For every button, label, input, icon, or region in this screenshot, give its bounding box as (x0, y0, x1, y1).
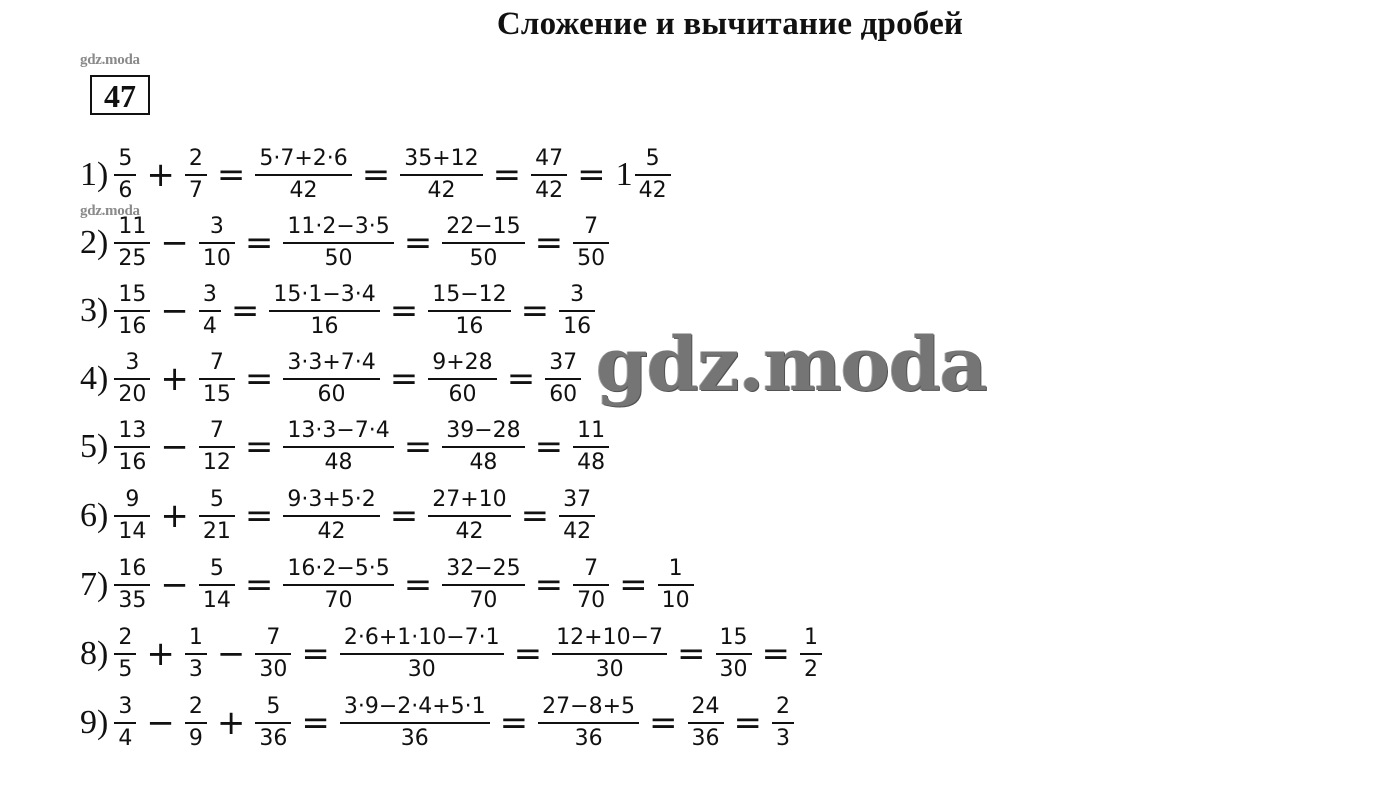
fraction (428, 352, 496, 406)
denominator: 16 (559, 310, 595, 338)
fraction (283, 489, 379, 543)
denominator: 48 (573, 446, 609, 474)
operator: = (244, 427, 274, 467)
operator: = (244, 359, 274, 399)
numerator: 3 (570, 282, 585, 307)
denominator: 48 (442, 446, 524, 474)
denominator: 30 (255, 653, 291, 681)
operator: − (160, 223, 189, 263)
numerator: 9 (125, 487, 140, 512)
denominator: 42 (428, 515, 510, 543)
fraction (114, 627, 136, 681)
operator: − (216, 634, 246, 674)
equation-row (80, 619, 822, 689)
denominator: 14 (114, 515, 150, 543)
equation-label: 2) (80, 224, 109, 261)
operator: = (403, 427, 433, 467)
numerator: 15·1−3·4 (273, 282, 376, 307)
denominator: 10 (658, 584, 694, 612)
fraction (283, 558, 393, 612)
numerator: 15−12 (432, 282, 507, 307)
operator: = (649, 703, 678, 743)
numerator: 5 (645, 146, 660, 171)
operator: = (761, 634, 791, 674)
fraction (114, 352, 150, 406)
fraction (442, 216, 524, 270)
fraction (545, 352, 581, 406)
operator: = (534, 565, 564, 605)
numerator: 1 (188, 625, 203, 650)
numerator: 11·2−3·5 (287, 214, 390, 239)
fraction (400, 148, 482, 202)
numerator: 11 (577, 418, 606, 443)
operator: = (389, 291, 419, 331)
denominator: 14 (199, 584, 235, 612)
numerator: 3 (125, 350, 140, 375)
numerator: 9+28 (432, 350, 493, 375)
operator: = (301, 634, 330, 674)
fraction (688, 696, 724, 750)
numerator: 3 (118, 694, 133, 719)
fraction (255, 627, 291, 681)
operator: = (513, 634, 543, 674)
numerator: 5 (266, 694, 281, 719)
numerator: 22−15 (446, 214, 521, 239)
equation-row (80, 140, 671, 210)
whole-part: 1 (615, 156, 633, 193)
equation-row (80, 276, 595, 346)
equation-label: 8) (80, 635, 109, 672)
fraction (199, 352, 235, 406)
denominator: 5 (114, 653, 136, 681)
numerator: 1 (804, 625, 819, 650)
operator: = (230, 291, 260, 331)
operator: = (506, 359, 536, 399)
equation-row (80, 688, 794, 758)
fraction (255, 148, 351, 202)
fraction (114, 216, 150, 270)
operator: = (534, 223, 564, 263)
fraction (428, 489, 510, 543)
denominator: 70 (283, 584, 393, 612)
operator: − (160, 427, 189, 467)
denominator: 12 (199, 446, 235, 474)
equation-label: 1) (80, 156, 109, 193)
fraction (114, 148, 136, 202)
fraction (573, 558, 609, 612)
equation-label: 6) (80, 497, 109, 534)
operator: = (577, 155, 606, 195)
denominator: 42 (635, 174, 671, 202)
equation-row (80, 208, 609, 278)
equation-label: 5) (80, 428, 109, 465)
numerator: 3·9−2·4+5·1 (343, 694, 486, 719)
denominator: 50 (283, 242, 393, 270)
equation-label: 9) (80, 704, 109, 741)
operator: = (301, 703, 330, 743)
fraction (185, 148, 207, 202)
denominator: 4 (114, 722, 136, 750)
numerator: 7 (209, 350, 224, 375)
numerator: 32−25 (446, 556, 521, 581)
operator: = (244, 223, 274, 263)
denominator: 60 (283, 378, 379, 406)
fraction (716, 627, 752, 681)
fraction (772, 696, 794, 750)
watermark-small: gdz.moda (80, 52, 140, 68)
fraction (573, 420, 609, 474)
denominator: 50 (442, 242, 524, 270)
fraction (428, 284, 510, 338)
operator: = (389, 359, 419, 399)
numerator: 9·3+5·2 (287, 487, 376, 512)
operator: = (389, 496, 419, 536)
numerator: 2 (776, 694, 791, 719)
denominator: 36 (340, 722, 490, 750)
numerator: 2·6+1·10−7·1 (343, 625, 500, 650)
equation-label: 4) (80, 360, 109, 397)
denominator: 42 (283, 515, 379, 543)
task-number: 47 (90, 75, 150, 115)
operator: = (534, 427, 564, 467)
fraction (114, 696, 136, 750)
page-title: Сложение и вычитание дробей (496, 6, 964, 42)
denominator: 30 (716, 653, 752, 681)
denominator: 3 (185, 653, 207, 681)
fraction (199, 284, 221, 338)
denominator: 30 (340, 653, 504, 681)
denominator: 70 (573, 584, 609, 612)
fraction (283, 216, 393, 270)
denominator: 16 (428, 310, 510, 338)
denominator: 7 (185, 174, 207, 202)
fraction (658, 558, 694, 612)
denominator: 36 (255, 722, 291, 750)
denominator: 3 (772, 722, 794, 750)
denominator: 16 (114, 310, 150, 338)
operator: = (361, 155, 391, 195)
fraction (559, 284, 595, 338)
denominator: 60 (545, 378, 581, 406)
watermark-large: gdz.moda (596, 322, 987, 408)
fraction (800, 627, 822, 681)
denominator: 30 (552, 653, 667, 681)
numerator: 35+12 (404, 146, 479, 171)
numerator: 7 (266, 625, 281, 650)
fraction (199, 420, 235, 474)
denominator: 4 (199, 310, 221, 338)
numerator: 16 (118, 556, 147, 581)
denominator: 16 (269, 310, 379, 338)
fraction (442, 420, 524, 474)
denominator: 70 (442, 584, 524, 612)
denominator: 42 (559, 515, 595, 543)
numerator: 13 (118, 418, 147, 443)
fraction (114, 420, 150, 474)
operator: = (499, 703, 529, 743)
numerator: 5 (118, 146, 133, 171)
fraction (269, 284, 379, 338)
operator: = (403, 565, 433, 605)
denominator: 42 (255, 174, 351, 202)
fraction (199, 489, 235, 543)
operator: = (244, 565, 274, 605)
fraction (199, 216, 235, 270)
equation-row (80, 481, 595, 551)
fraction (635, 148, 671, 202)
numerator: 7 (584, 556, 599, 581)
operator: = (520, 291, 550, 331)
numerator: 15 (118, 282, 147, 307)
operator: − (146, 703, 175, 743)
numerator: 3 (202, 282, 217, 307)
denominator: 60 (428, 378, 496, 406)
operator: + (160, 359, 189, 399)
denominator: 2 (800, 653, 822, 681)
fraction (340, 696, 490, 750)
denominator: 6 (114, 174, 136, 202)
numerator: 27+10 (432, 487, 507, 512)
fraction (559, 489, 595, 543)
denominator: 10 (199, 242, 235, 270)
operator: = (244, 496, 274, 536)
numerator: 15 (719, 625, 748, 650)
operator: + (146, 155, 175, 195)
fraction (538, 696, 639, 750)
fraction (283, 420, 393, 474)
fraction (283, 352, 379, 406)
numerator: 11 (118, 214, 147, 239)
equation-row (80, 412, 609, 482)
fraction (255, 696, 291, 750)
operator: − (160, 565, 189, 605)
numerator: 2 (188, 694, 203, 719)
numerator: 3 (209, 214, 224, 239)
denominator: 20 (114, 378, 150, 406)
watermark-small-2: gdz.moda (80, 203, 140, 219)
operator: = (216, 155, 246, 195)
denominator: 35 (114, 584, 150, 612)
denominator: 36 (538, 722, 639, 750)
fraction (185, 627, 207, 681)
equation-label: 3) (80, 292, 109, 329)
numerator: 5 (209, 556, 224, 581)
operator: = (403, 223, 433, 263)
numerator: 5 (209, 487, 224, 512)
denominator: 50 (573, 242, 609, 270)
fraction (552, 627, 667, 681)
denominator: 36 (688, 722, 724, 750)
numerator: 37 (549, 350, 578, 375)
fraction (199, 558, 235, 612)
denominator: 25 (114, 242, 150, 270)
equation-row (80, 344, 581, 414)
numerator: 1 (668, 556, 683, 581)
numerator: 2 (118, 625, 133, 650)
equation-label: 7) (80, 566, 109, 603)
fraction (573, 216, 609, 270)
denominator: 42 (400, 174, 482, 202)
numerator: 47 (535, 146, 564, 171)
numerator: 12+10−7 (556, 625, 664, 650)
denominator: 42 (531, 174, 567, 202)
denominator: 9 (185, 722, 207, 750)
operator: = (520, 496, 550, 536)
numerator: 37 (563, 487, 592, 512)
operator: + (146, 634, 175, 674)
numerator: 2 (188, 146, 203, 171)
operator: = (733, 703, 763, 743)
numerator: 16·2−5·5 (287, 556, 390, 581)
fraction (531, 148, 567, 202)
operator: = (619, 565, 648, 605)
denominator: 21 (199, 515, 235, 543)
numerator: 27−8+5 (542, 694, 636, 719)
operator: + (160, 496, 189, 536)
fraction (114, 489, 150, 543)
fraction (114, 284, 150, 338)
numerator: 3·3+7·4 (287, 350, 376, 375)
numerator: 13·3−7·4 (287, 418, 390, 443)
denominator: 15 (199, 378, 235, 406)
operator: − (160, 291, 189, 331)
equation-row (80, 550, 694, 620)
denominator: 48 (283, 446, 393, 474)
numerator: 7 (584, 214, 599, 239)
fraction (442, 558, 524, 612)
fraction (114, 558, 150, 612)
fraction (340, 627, 504, 681)
operator: = (677, 634, 706, 674)
operator: + (216, 703, 246, 743)
numerator: 7 (209, 418, 224, 443)
numerator: 24 (691, 694, 720, 719)
operator: = (492, 155, 522, 195)
denominator: 16 (114, 446, 150, 474)
numerator: 5·7+2·6 (259, 146, 348, 171)
fraction (185, 696, 207, 750)
numerator: 39−28 (446, 418, 521, 443)
